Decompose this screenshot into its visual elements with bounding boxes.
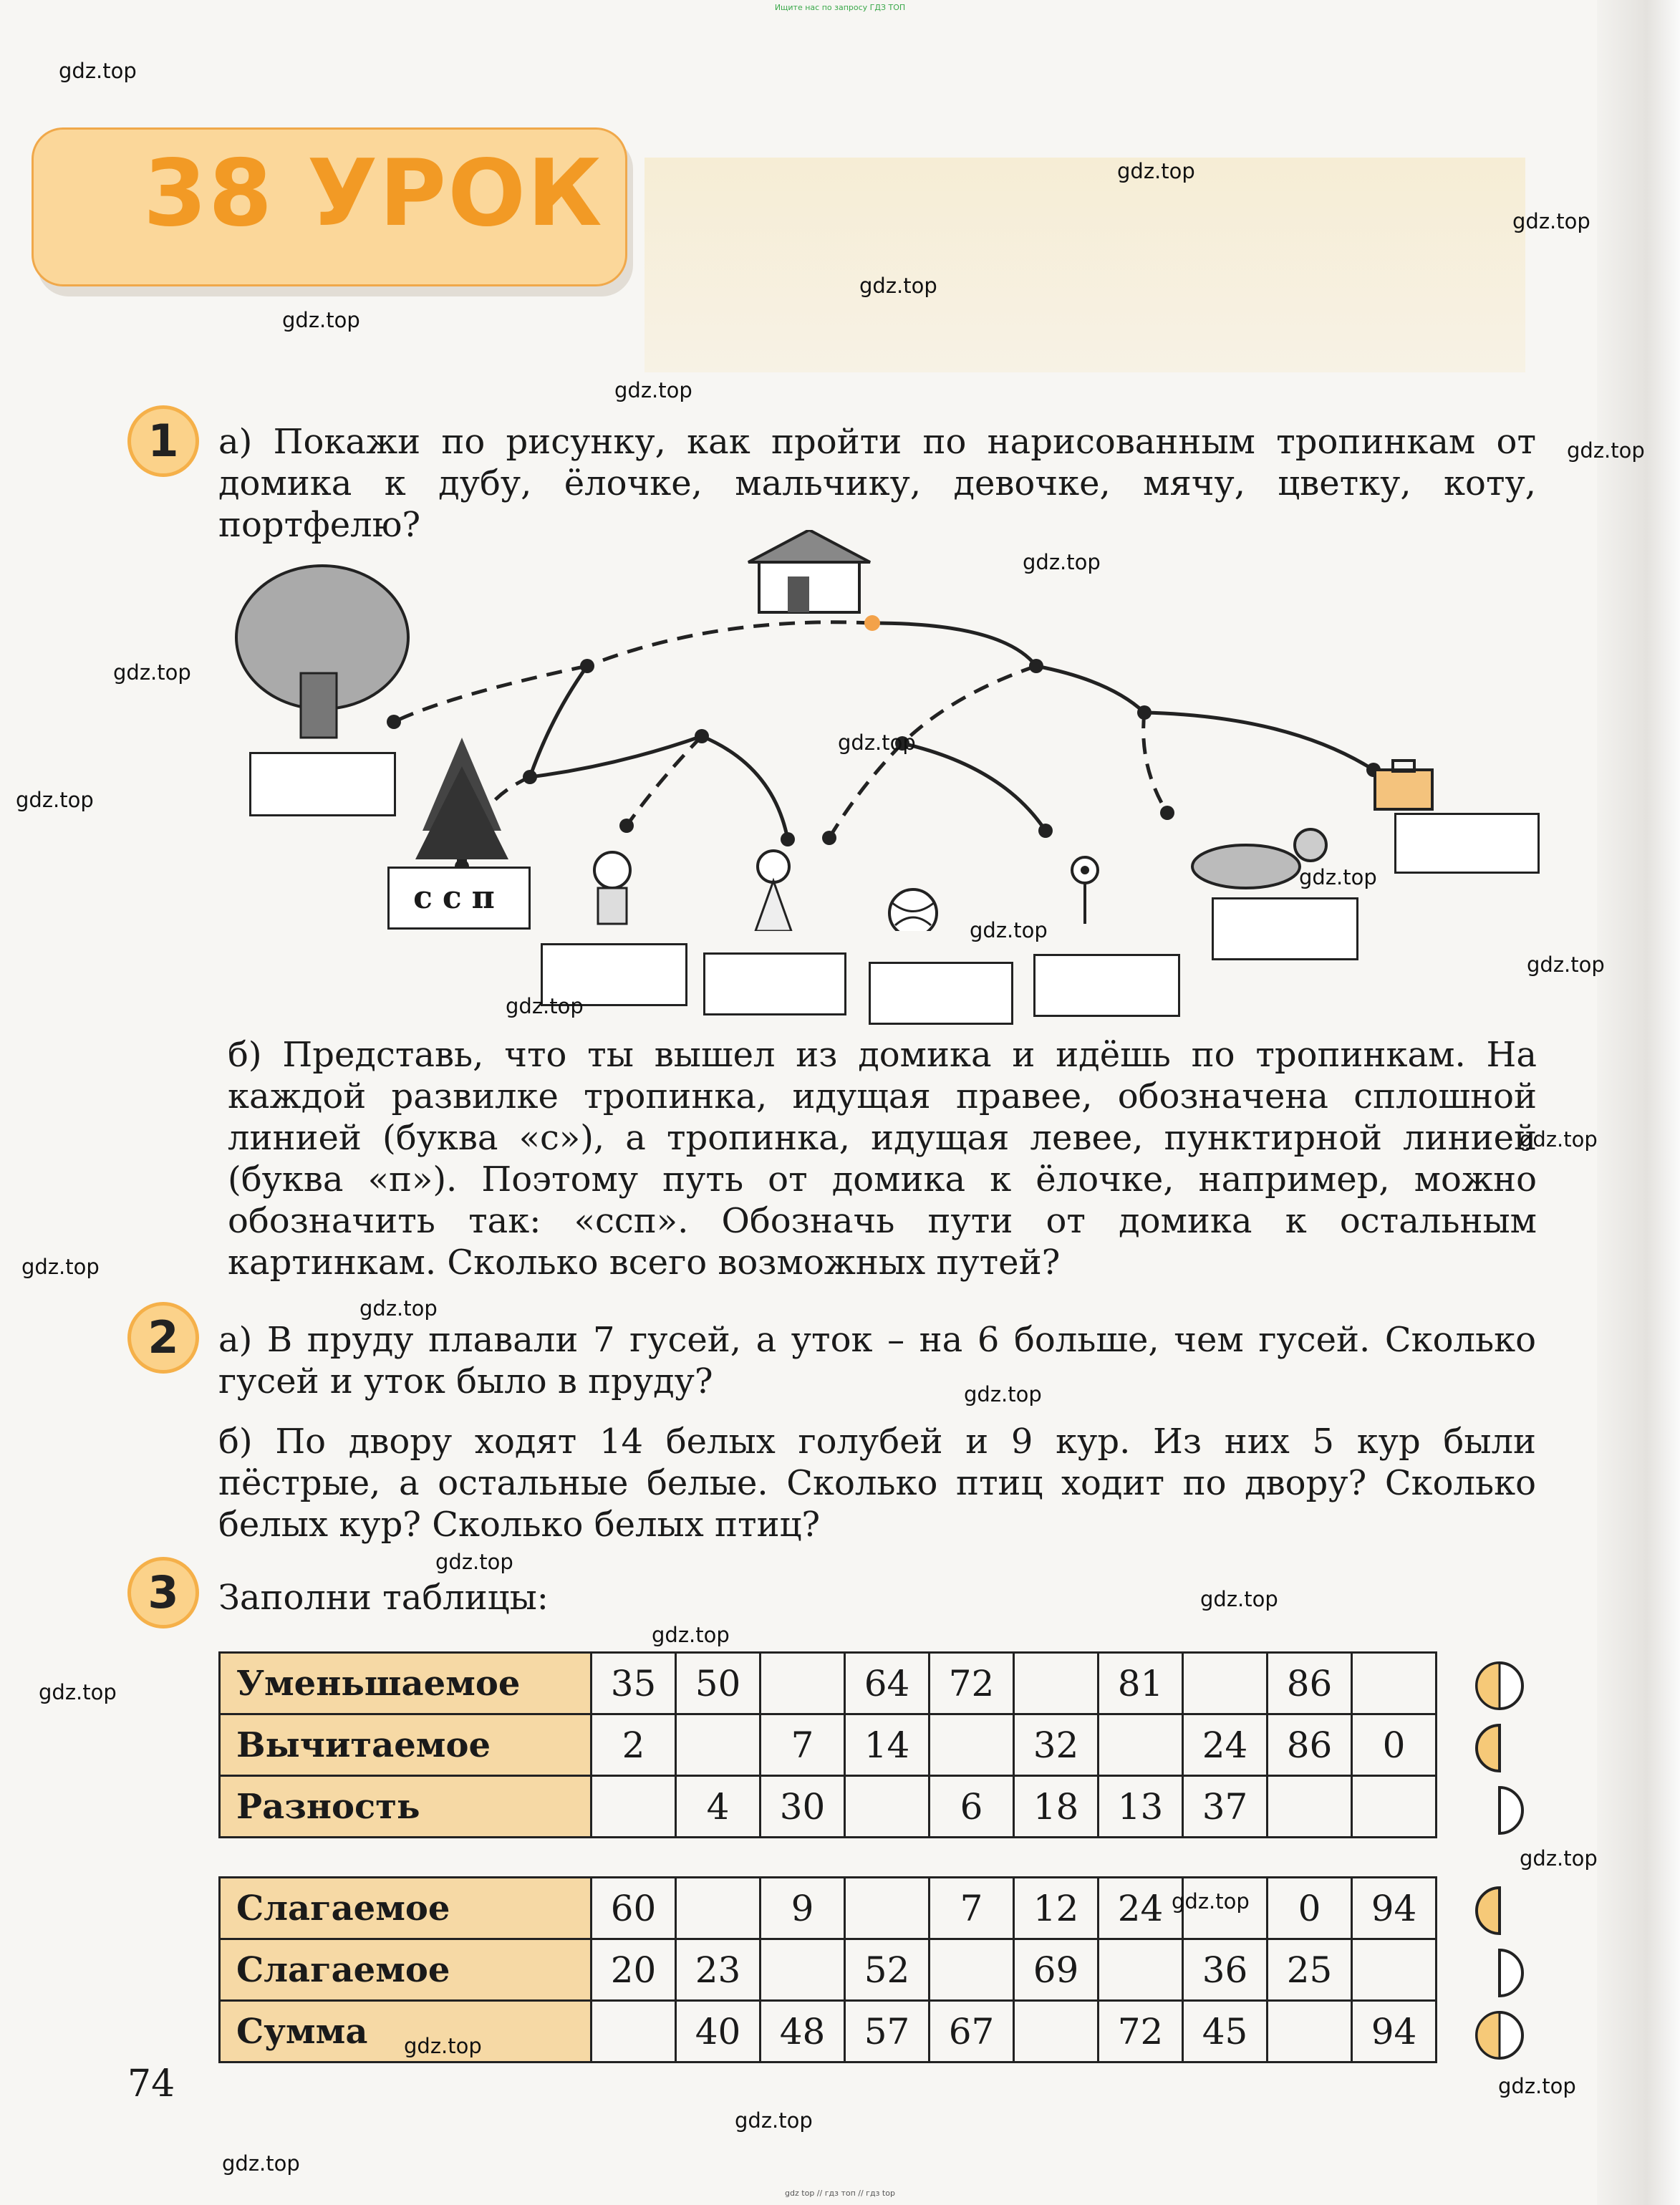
girl-answer-box[interactable] [703,952,846,1015]
value-cell: 25 [1268,1939,1352,2001]
value-cell: 12 [1014,1878,1099,1939]
row-label: Сумма [220,2001,592,2062]
table-row [220,1939,1437,2001]
row-label: Разность [220,1776,592,1838]
half-circle-icon [1474,2009,1525,2061]
value-cell: 81 [1099,1653,1183,1714]
value-cell: 30 [761,1776,845,1838]
value-cell: 72 [930,1653,1014,1714]
row-label: Вычитаемое [220,1714,592,1776]
value-cell: 0 [1268,1878,1352,1939]
empty-answer-cell[interactable] [930,1714,1014,1776]
empty-answer-cell[interactable] [1268,1776,1352,1838]
watermark: gdz.top [838,730,916,755]
watermark: gdz.top [1200,1587,1278,1611]
watermark: gdz.top [1512,209,1590,233]
watermark: gdz.top [359,1296,438,1321]
value-cell: 48 [761,2001,845,2062]
ball-icon [889,889,937,931]
watermark: gdz.top [1299,865,1377,889]
bottom-note: gdz top // гдз топ // гдз top [785,2189,895,2198]
empty-answer-cell[interactable] [676,1878,761,1939]
value-cell: 2 [592,1714,676,1776]
lesson-title: 38 УРОК [143,140,604,247]
empty-answer-cell[interactable] [1183,1653,1268,1714]
row-label: Уменьшаемое [220,1653,592,1714]
watermark: gdz.top [1023,550,1101,574]
value-cell: 40 [676,2001,761,2062]
watermark: gdz.top [59,59,137,83]
value-cell: 86 [1268,1653,1352,1714]
page-number: 74 [127,2062,175,2105]
watermark: gdz.top [1117,159,1195,183]
value-cell: 67 [930,2001,1014,2062]
empty-answer-cell[interactable] [1352,1939,1437,2001]
row-label: Слагаемое [220,1878,592,1939]
empty-answer-cell[interactable] [761,1939,845,2001]
value-cell: 72 [1099,2001,1183,2062]
watermark: gdz.top [652,1623,730,1647]
flower-icon [1072,857,1098,924]
watermark: gdz.top [113,660,191,685]
value-cell: 7 [761,1714,845,1776]
table-row [220,1878,1437,1939]
value-cell: 6 [930,1776,1014,1838]
empty-answer-cell[interactable] [930,1939,1014,2001]
watermark: gdz.top [1567,438,1645,463]
value-cell: 9 [761,1878,845,1939]
watermark: gdz.top [1520,1846,1598,1871]
empty-answer-cell[interactable] [845,1878,930,1939]
task-1a-text: а) Покажи по рисунку, как пройти по нарисованным тропинкам от домика к дубу, ёлочке, мальчику, девочке, мячу, цветку, коту, портфелю? [218,422,1536,545]
value-cell: 24 [1183,1714,1268,1776]
watermark: gdz.top [735,2108,813,2133]
bleedthrough-area [645,158,1525,372]
value-cell: 94 [1352,1878,1437,1939]
value-cell: 23 [676,1939,761,2001]
watermark: gdz.top [16,788,94,812]
task-3-title: Заполни таблицы: [218,1578,549,1618]
watermark: gdz.top [1172,1889,1250,1914]
subtraction-table [218,1651,1437,1838]
fir-tree-answer-box[interactable]: ссп [387,867,531,930]
task-1b-text: б) Представь, что ты вышел из домика и идёшь по тропинкам. На каждой развилке тропинка, идущая правее, обозначена сплошной линией (буква «с»), а тропинка, идущая левее, пунктирной линией (буква «п»). Поэтому путь от домика к ёлочке, например, можно обозначить так: «ссп». Обозначь пути от домика к остальным картинкам. Сколько всего возможных путей? [228,1035,1537,1283]
addition-table [218,1876,1437,2063]
empty-answer-cell[interactable] [761,1653,845,1714]
empty-answer-cell[interactable] [1352,1776,1437,1838]
value-cell: 86 [1268,1714,1352,1776]
watermark: gdz.top [859,274,937,298]
empty-answer-cell[interactable] [1014,1653,1099,1714]
watermark: gdz.top [1527,952,1605,977]
task-2a-text: а) В пруду плавали 7 гусей, а уток – на 6 больше, чем гусей. Сколько гусей и уток было в пруду? [218,1320,1536,1401]
table-row [220,1653,1437,1714]
left-half-circle-icon [1474,1885,1525,1936]
value-cell: 18 [1014,1776,1099,1838]
watermark: gdz.top [964,1382,1042,1407]
oak-tree-icon [236,566,408,738]
value-cell: 4 [676,1776,761,1838]
empty-answer-cell[interactable] [1352,1653,1437,1714]
value-cell: 7 [930,1878,1014,1939]
table-row [220,1776,1437,1838]
value-cell: 69 [1014,1939,1099,2001]
task-2b-text: б) По двору ходят 14 белых голубей и 9 кур. Из них 5 кур были пёстрые, а остальные белые. Сколько птиц ходит по двору? Сколько белых кур? Сколько белых птиц? [218,1422,1536,1545]
girl-icon [755,851,791,931]
value-cell: 37 [1183,1776,1268,1838]
watermark: gdz.top [39,1680,117,1704]
page-binding-shade [1597,0,1680,2205]
watermark: gdz.top [282,308,360,332]
watermark: gdz.top [1520,1127,1598,1152]
value-cell: 52 [845,1939,930,2001]
briefcase-answer-box[interactable] [1394,813,1540,874]
task-2-number: 2 [127,1302,199,1374]
value-cell: 35 [592,1653,676,1714]
watermark: gdz.top [970,918,1048,942]
watermark: gdz.top [404,2034,482,2058]
cat-answer-box[interactable] [1212,897,1358,960]
task-3-number: 3 [127,1557,199,1629]
value-cell: 60 [592,1878,676,1939]
value-cell: 94 [1352,2001,1437,2062]
value-cell: 45 [1183,2001,1268,2062]
empty-answer-cell[interactable] [592,2001,676,2062]
boy-icon [594,852,630,924]
value-cell: 24 [1099,1878,1183,1939]
value-cell: 50 [676,1653,761,1714]
table-row [220,2001,1437,2062]
top-note: Ищите нас по запросу ГДЗ ТОП [774,3,906,12]
empty-answer-cell[interactable] [676,1714,761,1776]
value-cell: 20 [592,1939,676,2001]
empty-answer-cell[interactable] [1014,2001,1099,2062]
table-row [220,1714,1437,1776]
watermark: gdz.top [614,378,692,402]
empty-answer-cell[interactable] [1268,2001,1352,2062]
flower-answer-box[interactable] [1033,954,1180,1017]
empty-answer-cell[interactable] [592,1776,676,1838]
left-half-circle-icon [1474,1722,1525,1774]
right-half-circle-icon [1474,1947,1525,1999]
empty-answer-cell[interactable] [1099,1714,1183,1776]
right-half-circle-icon [1474,1785,1525,1836]
row-label: Слагаемое [220,1939,592,2001]
oak-answer-box[interactable] [249,752,396,816]
task-1-number: 1 [127,405,199,477]
half-circle-icon [1474,1660,1525,1712]
value-cell: 13 [1099,1776,1183,1838]
value-cell: 32 [1014,1714,1099,1776]
watermark: gdz.top [222,2151,300,2176]
watermark: gdz.top [506,994,584,1018]
value-cell: 0 [1352,1714,1437,1776]
value-cell: 57 [845,2001,930,2062]
briefcase-icon [1375,761,1432,809]
house-icon [748,530,870,612]
watermark: gdz.top [435,1550,513,1574]
watermark: gdz.top [21,1255,100,1279]
fir-tree-icon [415,738,508,881]
empty-answer-cell[interactable] [845,1776,930,1838]
value-cell: 36 [1183,1939,1268,2001]
ball-answer-box[interactable] [869,962,1013,1025]
value-cell: 64 [845,1653,930,1714]
empty-answer-cell[interactable] [1099,1939,1183,2001]
value-cell: 14 [845,1714,930,1776]
watermark: gdz.top [1498,2074,1576,2098]
